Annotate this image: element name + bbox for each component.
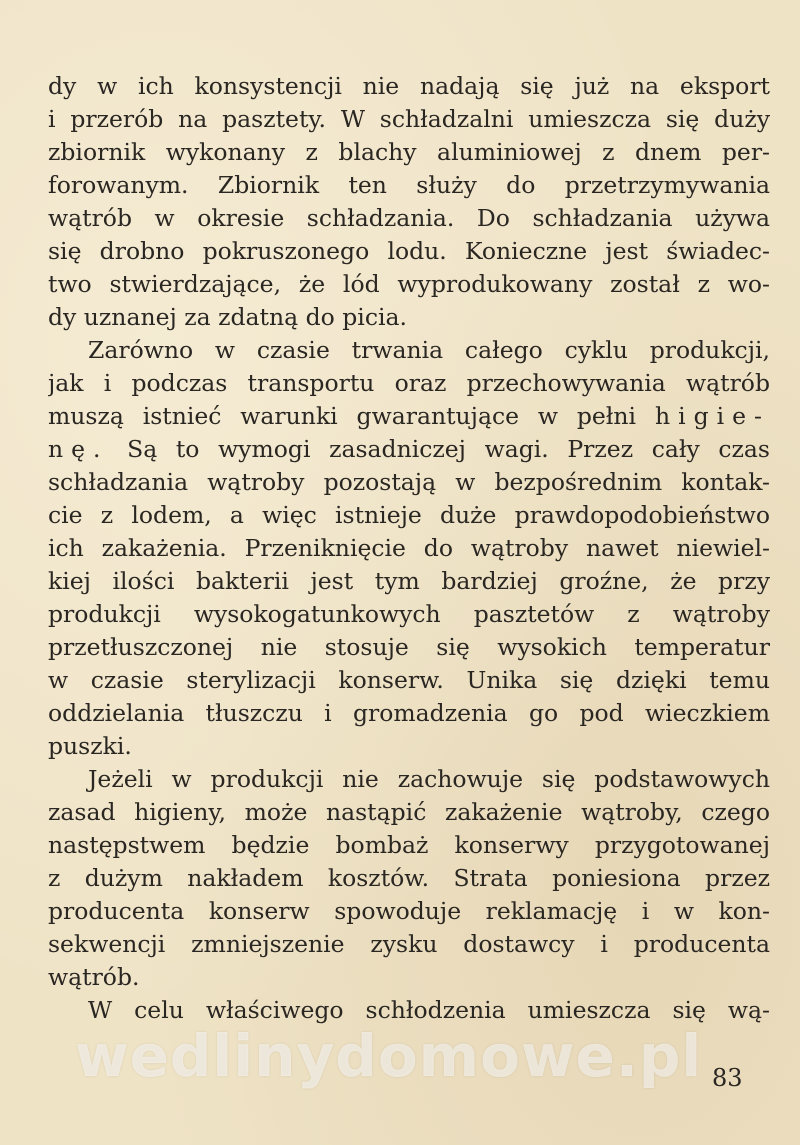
text-line: jak i podczas transportu oraz przechowywania wątrób: [48, 369, 770, 397]
text-line: Zarówno w czasie trwania całego cyklu produkcji,: [88, 336, 770, 364]
watermark-text: wedlinydomowe.pl: [75, 1022, 703, 1090]
text-line: przetłuszczonej nie stosuje się wysokich temperatur: [48, 633, 770, 661]
text-line: wątrób w okresie schładzania. Do schładzania używa: [48, 204, 770, 232]
text-span: Są to wymogi zasadniczej wagi. Przez cały czas: [108, 435, 770, 463]
emphasized-word: higie-: [654, 402, 770, 430]
text-line: oddzielania tłuszczu i gromadzenia go pod wieczkiem: [48, 699, 770, 727]
text-line: puszki.: [48, 732, 132, 760]
text-line: produkcji wysokogatunkowych pasztetów z wątroby: [48, 600, 770, 628]
text-line: w czasie sterylizacji konserw. Unika się dzięki temu: [48, 666, 770, 694]
text-line: się drobno pokruszonego lodu. Konieczne jest świadec-: [48, 237, 770, 265]
text-line: kiej ilości bakterii jest tym bardziej groźne, że przy: [48, 567, 770, 595]
text-line: forowanym. Zbiornik ten służy do przetrzymywania: [48, 171, 770, 199]
text-line: producenta konserw spowoduje reklamację i w kon-: [48, 897, 770, 925]
text-line: two stwierdzające, że lód wyprodukowany został z wo-: [48, 270, 770, 298]
text-line: dy w ich konsystencji nie nadają się już na eksport: [48, 72, 770, 100]
text-line: i przerób na pasztety. W schładzalni umieszcza się duży: [48, 105, 770, 133]
text-line: sekwencji zmniejszenie zysku dostawcy i producenta: [48, 930, 770, 958]
text-line: z dużym nakładem kosztów. Strata poniesiona przez: [48, 864, 770, 892]
text-line: [48, 400, 770, 433]
text-line: zasad higieny, może nastąpić zakażenie wątroby, czego: [48, 798, 770, 826]
emphasized-word: nę.: [48, 435, 109, 463]
body-text: [48, 70, 770, 1027]
text-span: muszą istnieć warunki gwarantujące w pełni: [48, 402, 637, 430]
page-number: 83: [712, 1064, 743, 1092]
text-line: schładzania wątroby pozostają w bezpośrednim kontak-: [48, 468, 770, 496]
text-line: zbiornik wykonany z blachy aluminiowej z dnem per-: [48, 138, 770, 166]
text-line: Jeżeli w produkcji nie zachowuje się podstawowych: [88, 765, 770, 793]
text-line: wątrób.: [48, 963, 140, 991]
text-line: ich zakażenia. Przeniknięcie do wątroby nawet niewiel-: [48, 534, 770, 562]
text-line: cie z lodem, a więc istnieje duże prawdopodobieństwo: [48, 501, 770, 529]
text-line: W celu właściwego schłodzenia umieszcza się wą-: [88, 996, 770, 1024]
text-line: dy uznanej za zdatną do picia.: [48, 303, 407, 331]
text-line: następstwem będzie bombaż konserwy przygotowanej: [48, 831, 770, 859]
text-line: [48, 433, 770, 466]
